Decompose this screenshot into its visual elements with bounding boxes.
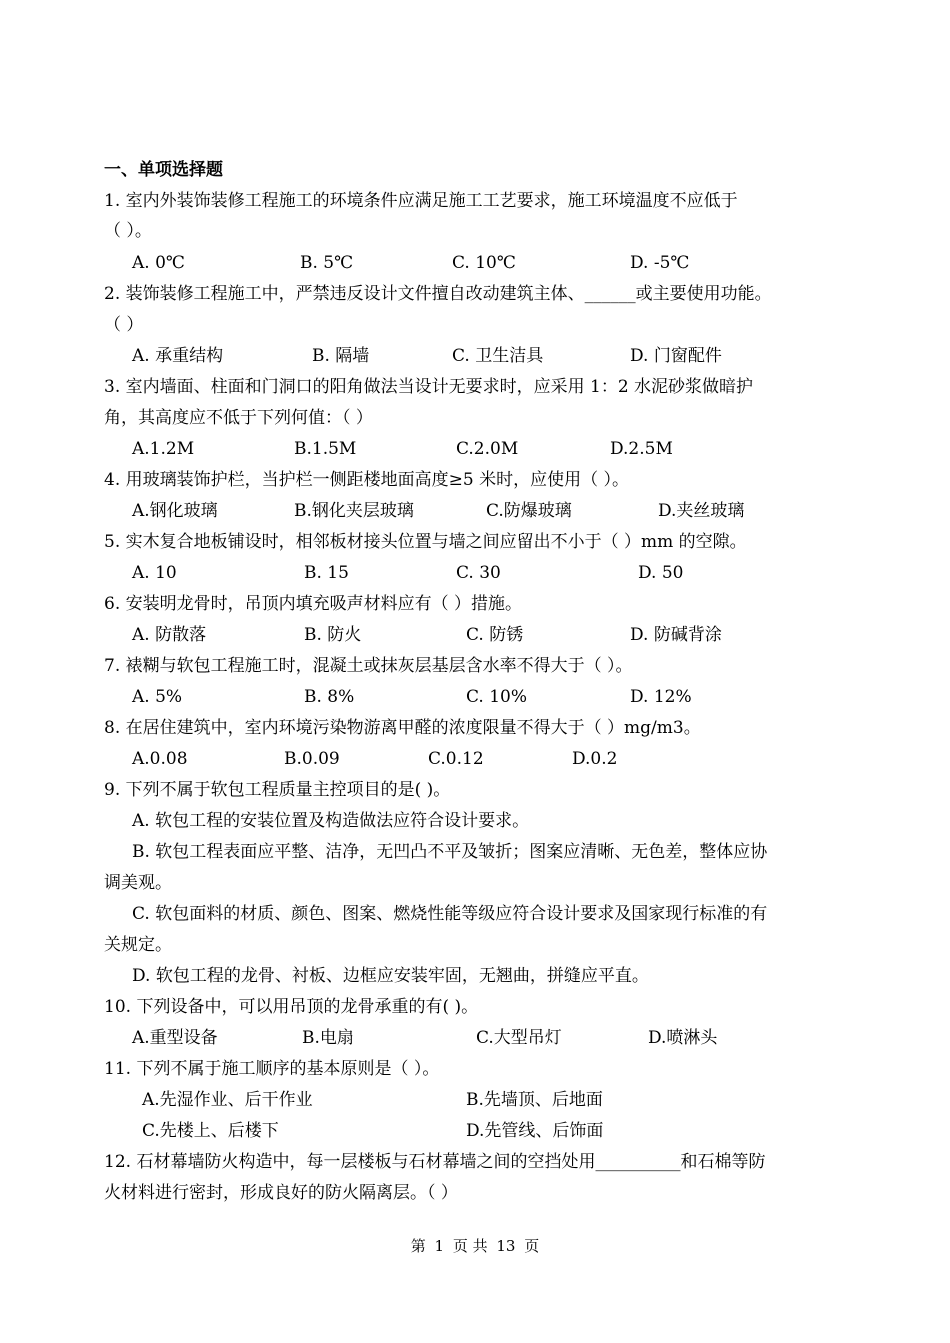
q8-option-d: D.0.2 — [572, 749, 618, 769]
q11-option-b: B.先墙顶、后地面 — [466, 1090, 603, 1110]
q7-option-d: D. 12% — [630, 687, 692, 707]
question-5-text: 5. 实木复合地板铺设时，相邻板材接头位置与墙之间应留出不小于（ ）mm 的空隙。 — [104, 532, 747, 552]
q5-option-b: B. 15 — [304, 563, 349, 583]
question-2-text: 2. 装饰装修工程施工中，严禁违反设计文件擅自改动建筑主体、______或主要使用功能。 — [104, 284, 772, 304]
q9-option-b: B. 软包工程表面应平整、洁净，无凹凸不平及皱折；图案应清晰、无色差，整体应协 — [132, 842, 768, 862]
q3-option-a: A.1.2M — [132, 439, 195, 459]
footer-total-pages: 13 — [496, 1237, 516, 1255]
q10-option-a: A.重型设备 — [132, 1028, 218, 1048]
q6-option-d: D. 防碱背涂 — [630, 625, 722, 645]
q6-option-a: A. 防散落 — [132, 625, 207, 645]
q11-option-a: A.先湿作业、后干作业 — [142, 1090, 313, 1110]
q6-option-b: B. 防火 — [304, 625, 362, 645]
q4-option-b: B.钢化夹层玻璃 — [294, 501, 414, 521]
q1-option-b: B. 5℃ — [300, 253, 354, 273]
q5-option-a: A. 10 — [132, 563, 177, 583]
footer-suffix: 页 — [524, 1237, 540, 1255]
q3-option-c: C.2.0M — [456, 439, 519, 459]
q5-option-d: D. 50 — [638, 563, 684, 583]
question-7-text: 7. 裱糊与软包工程施工时，混凝土或抹灰层基层含水率不得大于（ ）。 — [104, 656, 633, 676]
q3-option-d: D.2.5M — [610, 439, 673, 459]
q5-option-c: C. 30 — [456, 563, 501, 583]
q6-option-c: C. 防锈 — [466, 625, 524, 645]
footer-prefix: 第 — [410, 1237, 426, 1255]
q11-option-c: C.先楼上、后楼下 — [142, 1121, 279, 1141]
q9-option-d: D. 软包工程的龙骨、衬板、边框应安装牢固，无翘曲，拼缝应平直。 — [132, 966, 649, 986]
q1-option-d: D. -5℃ — [630, 253, 690, 273]
q2-option-b: B. 隔墙 — [312, 346, 370, 366]
q1-option-c: C. 10℃ — [452, 253, 516, 273]
q9-option-b-cont: 调美观。 — [104, 873, 172, 893]
q1-option-a: A. 0℃ — [132, 253, 185, 273]
q8-option-a: A.0.08 — [132, 749, 188, 769]
q10-option-b: B.电扇 — [302, 1028, 354, 1048]
question-12-text-cont: 火材料进行密封，形成良好的防火隔离层。（ ） — [104, 1183, 458, 1203]
q9-option-a: A. 软包工程的安装位置及构造做法应符合设计要求。 — [132, 811, 530, 831]
q11-option-d: D.先管线、后饰面 — [466, 1121, 604, 1141]
q2-option-d: D. 门窗配件 — [630, 346, 722, 366]
q8-option-c: C.0.12 — [428, 749, 484, 769]
q7-option-a: A. 5% — [132, 687, 183, 707]
question-4-text: 4. 用玻璃装饰护栏，当护栏一侧距楼地面高度≥5 米时，应使用（ ）。 — [104, 470, 629, 490]
section-title: 一、单项选择题 — [104, 160, 223, 180]
question-1-text-cont: （ ）。 — [104, 221, 152, 241]
page-footer — [0, 1236, 950, 1256]
q7-option-c: C. 10% — [466, 687, 527, 707]
q4-option-a: A.钢化玻璃 — [132, 501, 218, 521]
question-3-text-cont: 角，其高度应不低于下列何值：（ ） — [104, 408, 373, 428]
question-10-text: 10. 下列设备中，可以用吊顶的龙骨承重的有( )。 — [104, 997, 479, 1017]
q4-option-d: D.夹丝玻璃 — [658, 501, 745, 521]
q2-option-a: A. 承重结构 — [132, 346, 224, 366]
q9-option-c-cont: 关规定。 — [104, 935, 172, 955]
q10-option-c: C.大型吊灯 — [476, 1028, 562, 1048]
q3-option-b: B.1.5M — [294, 439, 357, 459]
q2-option-c: C. 卫生洁具 — [452, 346, 544, 366]
question-12-text: 12. 石材幕墙防火构造中，每一层楼板与石材幕墙之间的空挡处用__________和石棉等防 — [104, 1152, 766, 1172]
q8-option-b: B.0.09 — [284, 749, 340, 769]
q9-option-c: C. 软包面料的材质、颜色、图案、燃烧性能等级应符合设计要求及国家现行标准的有 — [132, 904, 768, 924]
question-6-text: 6. 安装明龙骨时，吊顶内填充吸声材料应有（ ）措施。 — [104, 594, 523, 614]
q4-option-c: C.防爆玻璃 — [486, 501, 572, 521]
question-3-text: 3. 室内墙面、柱面和门洞口的阳角做法当设计无要求时，应采用 1：2 水泥砂浆做暗护 — [104, 377, 754, 397]
question-9-text: 9. 下列不属于软包工程质量主控项目的是( )。 — [104, 780, 451, 800]
question-8-text: 8. 在居住建筑中，室内环境污染物游离甲醛的浓度限量不得大于（ ）mg/m3。 — [104, 718, 701, 738]
question-1-text: 1. 室内外装饰装修工程施工的环境条件应满足施工工艺要求，施工环境温度不应低于 — [104, 191, 738, 211]
q7-option-b: B. 8% — [304, 687, 355, 707]
footer-mid: 页 共 — [452, 1237, 488, 1255]
question-11-text: 11. 下列不属于施工顺序的基本原则是（ ）。 — [104, 1059, 440, 1079]
footer-page-number: 1 — [434, 1237, 445, 1255]
q10-option-d: D.喷淋头 — [648, 1028, 718, 1048]
question-2-text-cont: （ ） — [104, 315, 144, 335]
